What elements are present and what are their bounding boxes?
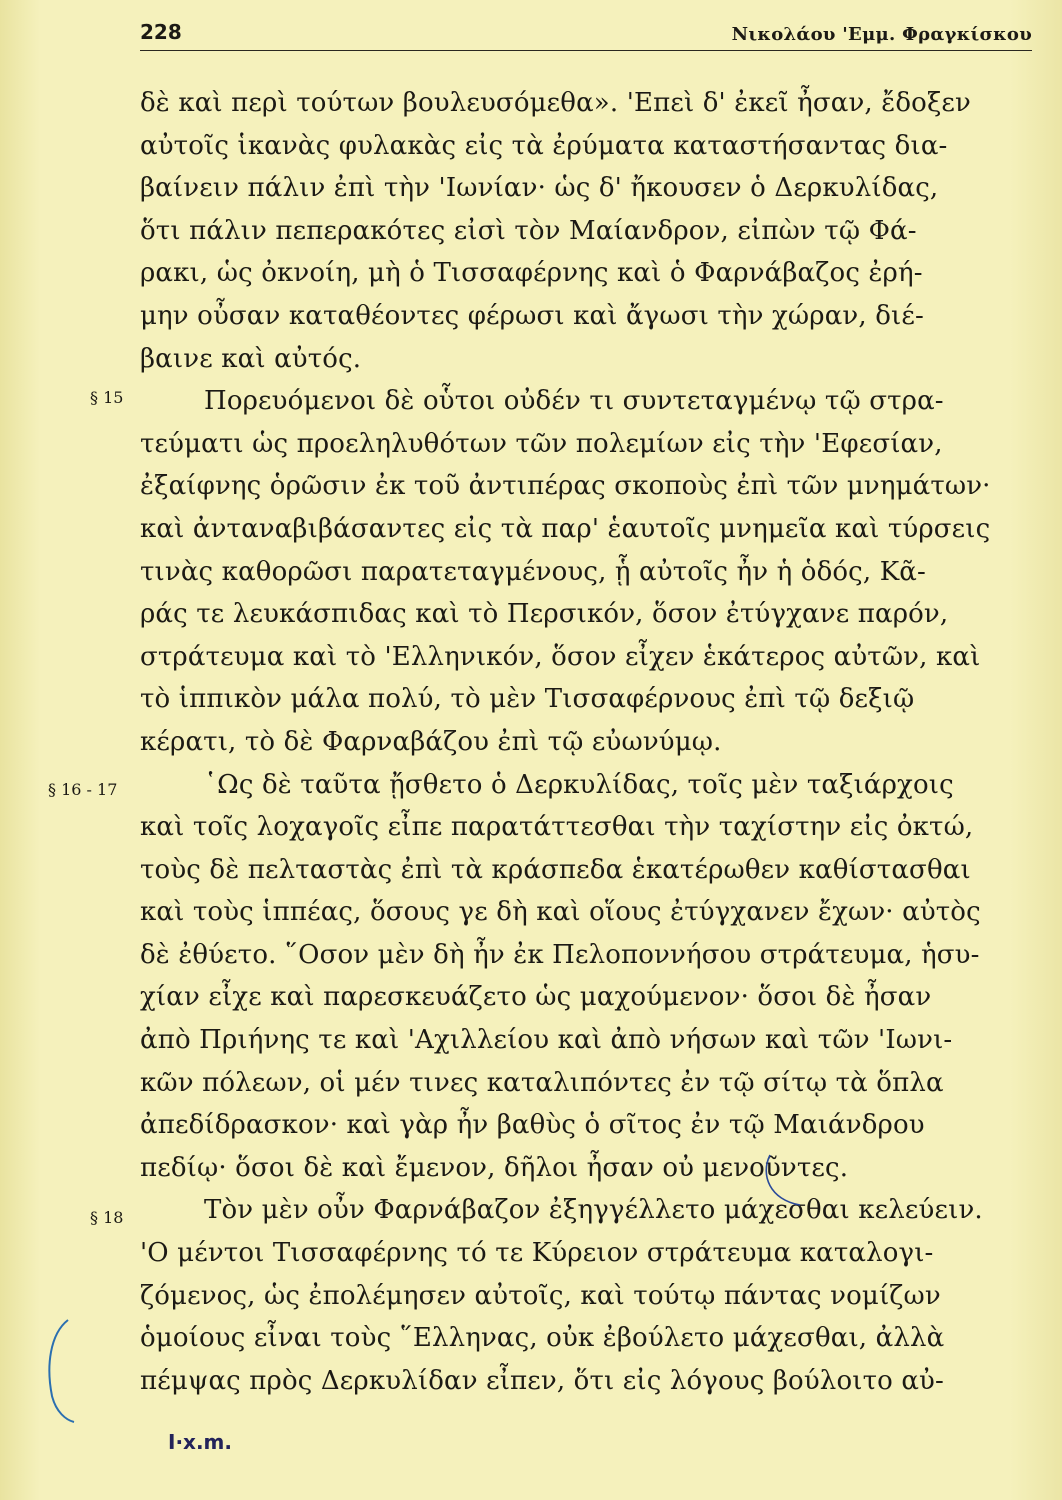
text-line: καὶ τοὺς ἱππέας, ὅσους γε δὴ καὶ οἵους ἐτύγχανεν ἔχων· αὐτὸς <box>140 897 981 928</box>
page-header <box>140 20 1032 51</box>
text-line: ὅτι πάλιν πεπερακότες εἰσὶ τὸν Μαίανδρον, εἰπὼν τῷ Φά- <box>140 215 917 246</box>
text-line: ῾Ως δὲ ταῦτα ᾔσθετο ὁ Δερκυλίδας, τοῖς μὲν ταξιάρχοις <box>204 769 954 800</box>
text-line: δὲ ἐθύετο. ῞Οσον μὲν δὴ ἦν ἐκ Πελοποννήσου στράτευμα, ἡσυ- <box>140 939 980 970</box>
text-line: ράς τε λευκάσπιδας καὶ τὸ Περσικόν, ὅσον ἐτύγχανε παρόν, <box>140 599 949 630</box>
text-line: ζόμενος, ὡς ἐπολέμησεν αὐτοῖς, καὶ τούτῳ πάντας νομίζων <box>140 1280 941 1311</box>
text-line: πέμψας πρὸς Δερκυλίδαν εἶπεν, ὅτι εἰς λόγους βούλοιτο αὐ- <box>140 1365 944 1396</box>
text-line: ρακι, ὡς ὀκνοίη, μὴ ὁ Τισσαφέρνης καὶ ὁ Φαρνάβαζος ἐρή- <box>140 258 923 289</box>
text-line: καὶ τοῖς λοχαγοῖς εἶπε παρατάττεσθαι τὴν ταχίστην εἰς ὀκτώ, <box>140 812 974 843</box>
text-line: καὶ ἀνταναβιβάσαντες εἰς τὰ παρ' ἑαυτοῖς μνημεῖα καὶ τύρσεις <box>140 513 991 544</box>
text-line: τοὺς δὲ πελταστὰς ἐπὶ τὰ κράσπεδα ἑκατέρωθεν καθίστασθαι <box>140 854 971 885</box>
text-line: ἐξαίφνης ὁρῶσιν ἐκ τοῦ ἀντιπέρας σκοποὺς ἐπὶ τῶν μνημάτων· <box>140 471 991 502</box>
text-line: πεδίῳ· ὅσοι δὲ καὶ ἔμενον, δῆλοι ἦσαν οὐ μενοῦντες. <box>140 1152 849 1183</box>
page-number: 228 <box>140 20 182 44</box>
text-line: στράτευμα καὶ τὸ 'Ελληνικόν, ὅσον εἶχεν ἑκάτερος αὐτῶν, καὶ <box>140 641 981 672</box>
section-marker-16-17: § 16 - 17 <box>48 780 118 799</box>
ink-circle-mark <box>760 1150 820 1210</box>
text-line: Τὸν μὲν οὖν Φαρνάβαζον ἐξηγγέλλετο μάχεσθαι κελεύειν. <box>204 1195 983 1226</box>
text-line: χίαν εἶχε καὶ παρεσκευάζετο ὡς μαχούμενον· ὅσοι δὲ ἦσαν <box>140 982 932 1013</box>
text-line: βαινε καὶ αὐτός. <box>140 343 362 374</box>
text-line: ὁμοίους εἶναι τοὺς ῞Ελληνας, οὐκ ἐβούλετο μάχεσθαι, ἀλλὰ <box>140 1323 945 1354</box>
section-marker-18: § 18 <box>90 1208 124 1227</box>
section-marker-15: § 15 <box>90 388 124 407</box>
text-line: βαίνειν πάλιν ἐπὶ τὴν 'Ιωνίαν· ὡς δ' ἤκουσεν ὁ Δερκυλίδας, <box>140 173 939 204</box>
text-line: τινὰς καθορῶσι παρατεταγμένους, ᾗ αὐτοῖς ἦν ἡ ὁδός, Κᾶ- <box>140 556 926 587</box>
body-text <box>140 82 1025 1402</box>
text-line: δὲ καὶ περὶ τούτων βουλευσόμεθα». 'Επεὶ δ' ἐκεῖ ἦσαν, ἔδοξεν <box>140 88 972 118</box>
text-line: κέρατι, τὸ δὲ Φαρναβάζου ἐπὶ τῷ εὐωνύμῳ. <box>140 726 722 757</box>
handwritten-note: Ι·x.m. <box>168 1430 232 1454</box>
text-line: Πορευόμενοι δὲ οὗτοι οὐδέν τι συντεταγμένῳ τῷ στρα- <box>204 386 944 417</box>
running-head: Νικολάου 'Εμμ. Φραγκίσκου <box>731 24 1032 45</box>
text-line: αὐτοῖς ἱκανὰς φυλακὰς εἰς τὰ ἐρύματα καταστήσαντας δια- <box>140 130 948 161</box>
text-line: ἀπὸ Πριήνης τε καὶ 'Αχιλλείου καὶ ἀπὸ νήσων καὶ τῶν 'Ιωνι- <box>140 1025 953 1056</box>
text-line: μην οὖσαν καταθέοντες φέρωσι καὶ ἄγωσι τὴν χώραν, διέ- <box>140 300 924 331</box>
margin-bracket-mark <box>40 1316 80 1426</box>
text-line: κῶν πόλεων, οἱ μέν τινες καταλιπόντες ἐν τῷ σίτῳ τὰ ὅπλα <box>140 1067 944 1098</box>
text-line: 'Ο μέντοι Τισσαφέρνης τό τε Κύρειον στράτευμα καταλογι- <box>140 1238 934 1269</box>
text-line: ἀπεδίδρασκον· καὶ γὰρ ἦν βαθὺς ὁ σῖτος ἐν τῷ Μαιάνδρου <box>140 1110 925 1141</box>
text-line: τὸ ἱππικὸν μάλα πολύ, τὸ μὲν Τισσαφέρνους ἐπὶ τῷ δεξιῷ <box>140 684 915 715</box>
text-line: τεύματι ὡς προεληλυθότων τῶν πολεμίων εἰς τὴν 'Εφεσίαν, <box>140 428 943 459</box>
